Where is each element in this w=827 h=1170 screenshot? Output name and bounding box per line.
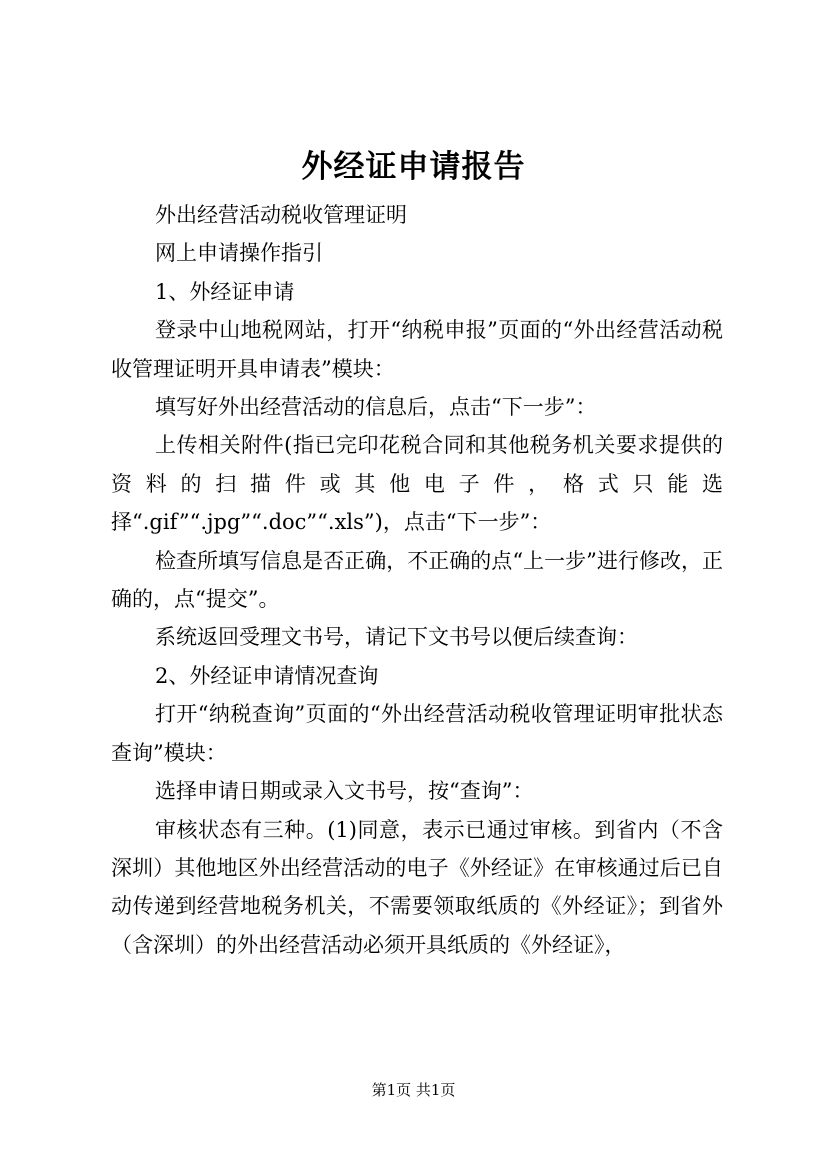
document-body [111,196,723,964]
paragraph: 上传相关附件(指已完印花税合同和其他税务机关要求提供的资料的扫描件或其他电子件，格式只能选择“.gif”“.jpg”“.doc”“.xls”)，点击“下一步”： [111,433,723,535]
section-heading: 2、外经证申请情况查询 [155,663,379,688]
page-footer: 第1页 共1页 [371,1081,456,1099]
paragraph: 登录中山地税网站，打开“纳税申报”页面的“外出经营活动税收管理证明开具申请表”模块： [111,318,723,381]
paragraph: 选择申请日期或录入文书号，按“查询”： [155,779,534,804]
paragraph: 审核状态有三种。(1)同意，表示已通过审核。到省内（不含深圳）其他地区外出经营活动的电子《外经证》在审核通过后已自动传递到经营地税务机关，不需要领取纸质的《外经证》；到省外（含深圳）的外出经营活动必须开具纸质的《外经证》， [111,817,723,957]
paragraph: 系统返回受理文书号，请记下文书号以便后续查询： [155,625,638,650]
paragraph: 网上申请操作指引 [155,241,323,266]
paragraph: 填写好外出经营活动的信息后，点击“下一步”： [155,395,597,420]
document-title: 外经证申请报告 [301,149,526,185]
paragraph: 打开“纳税查询”页面的“外出经营活动税收管理证明审批状态查询”模块： [111,702,723,765]
paragraph: 外出经营活动税收管理证明 [155,203,407,227]
paragraph: 检查所填写信息是否正确，不正确的点“上一步”进行修改，正确的，点“提交”。 [111,548,723,612]
section-heading: 1、外经证申请 [155,279,295,304]
